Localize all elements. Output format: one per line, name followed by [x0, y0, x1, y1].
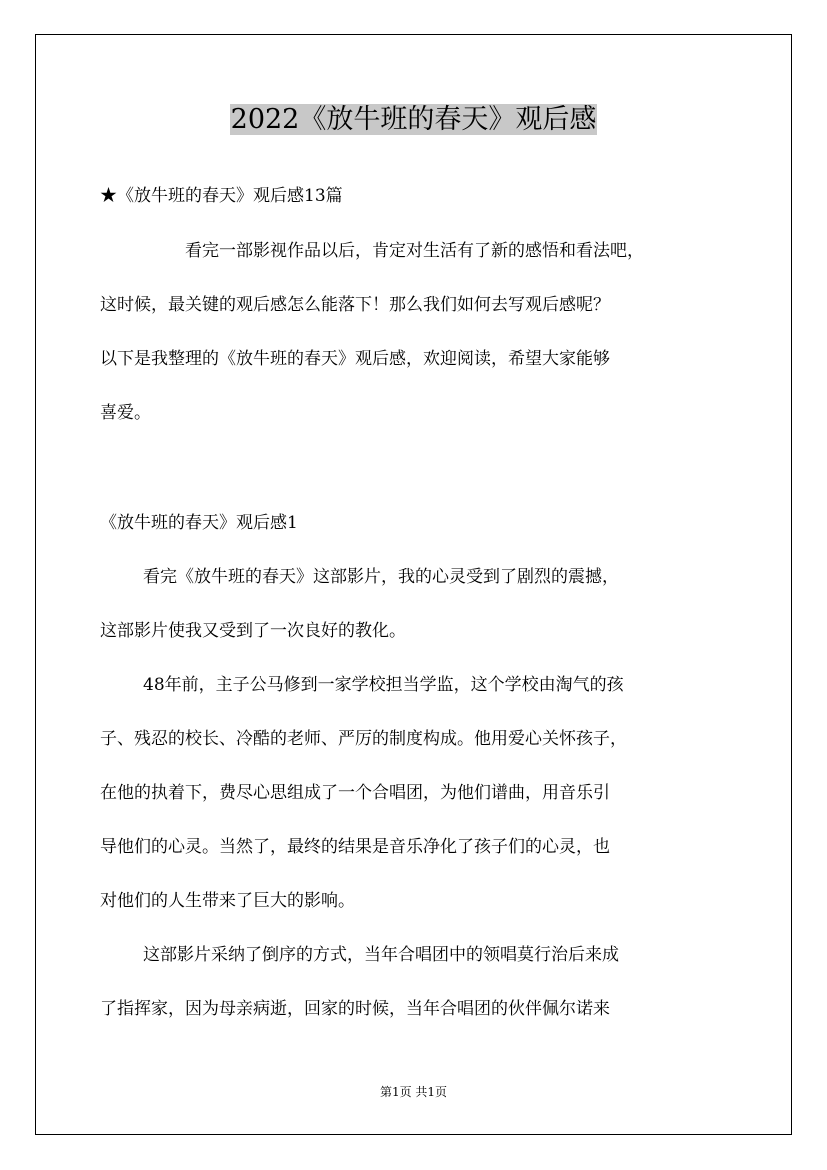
intro-line-2: 这时候，最关键的观后感怎么能落下！那么我们如何去写观后感呢？: [100, 295, 610, 315]
para2-line-2: 子、残忍的校长、冷酷的老师、严厉的制度构成。他用爱心关怀孩子，: [100, 729, 627, 749]
para2-line-1: 48年前，主子公马修到一家学校担当学监，这个学校由淘气的孩: [143, 675, 624, 695]
intro-line-3: 以下是我整理的《放牛班的春天》观后感，欢迎阅读，希望大家能够: [100, 349, 610, 369]
para2-line-4: 导他们的心灵。当然了，最终的结果是音乐净化了孩子们的心灵，也: [100, 837, 610, 857]
intro-line-4: 喜爱。: [100, 403, 151, 423]
para3-line-2: 了指挥家，因为母亲病逝，回家的时候，当年合唱团的伙伴佩尔诺来: [100, 999, 610, 1019]
para1-line-2: 这部影片使我又受到了一次良好的教化。: [100, 621, 406, 641]
document-title-text: 2022《放牛班的春天》观后感: [230, 104, 597, 135]
section-heading: 《放牛班的春天》观后感1: [100, 513, 298, 533]
subtitle: ★《放牛班的春天》观后感13篇: [100, 186, 343, 206]
para2-line-5: 对他们的人生带来了巨大的影响。: [100, 891, 355, 911]
document-title: [0, 100, 827, 140]
para3-line-1: 这部影片采纳了倒序的方式，当年合唱团中的领唱莫行治后来成: [143, 945, 619, 965]
para2-line-3: 在他的执着下，费尽心思组成了一个合唱团，为他们谱曲，用音乐引: [100, 783, 610, 803]
para1-line-1: 看完《放牛班的春天》这部影片，我的心灵受到了剧烈的震撼，: [143, 567, 619, 587]
intro-line-1: 看完一部影视作品以后，肯定对生活有了新的感悟和看法吧，: [185, 241, 644, 261]
page-footer: 第1页 共1页: [379, 1085, 448, 1099]
